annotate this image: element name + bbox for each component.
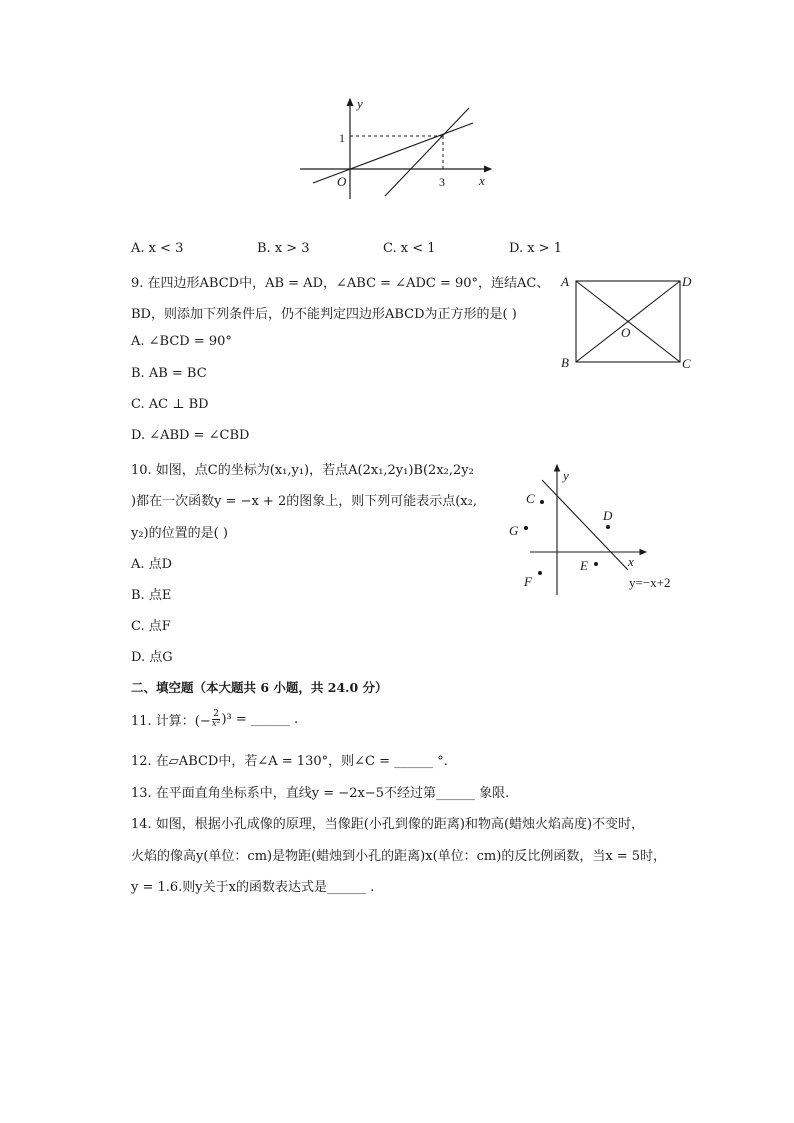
q9-option-d[interactable]: D. ∠ABD = ∠CBD: [131, 428, 250, 443]
q14-stem-line3: y = 1.6.则y关于x的函数表达式是______ .: [131, 880, 375, 895]
q9-stem-line2: BD，则添加下列条件后，仍不能判定四边形ABCD为正方形的是( ): [131, 307, 517, 322]
q11-stem: [131, 710, 298, 729]
q11-numerator: 2: [213, 709, 219, 719]
q10-stem-line3: y₂)的位置的是( ): [131, 526, 228, 541]
q11-denominator: x²: [211, 719, 221, 729]
q9-option-c[interactable]: C. AC ⊥ BD: [131, 397, 209, 412]
point-e-label: E: [580, 558, 588, 573]
q10-option-c[interactable]: C. 点F: [131, 619, 171, 634]
section-fill-in-heading: 二、填空题（本大题共 6 小题，共 24.0 分）: [131, 680, 388, 695]
q10-option-b[interactable]: B. 点E: [131, 588, 172, 603]
point-c-label: C: [526, 491, 535, 506]
y-axis-label: y: [563, 468, 569, 483]
q8-option-b[interactable]: B. x > 3: [257, 241, 310, 256]
vertex-c-label: C: [682, 356, 691, 371]
vertex-a-label: A: [561, 274, 569, 289]
tick-label-1: 1: [339, 131, 345, 145]
q14-stem-line2: 火焰的像高y(单位：cm)是物距(蜡烛到小孔的距离)x(单位：cm)的反比例函数，当x = 5时，: [131, 849, 667, 864]
point-f: [538, 571, 542, 575]
q13-stem: 13. 在平面直角坐标系中，直线y = −2x−5不经过第______ 象限.: [131, 786, 510, 801]
center-o-label: O: [621, 325, 631, 340]
q11-prefix: 11. 计算：(−: [131, 714, 211, 729]
point-d-label: D: [603, 508, 613, 523]
q9-stem-line1: 9. 在四边形ABCD中，AB = AD，∠ABC = ∠ADC = 90°，连结AC、: [131, 276, 550, 291]
point-e: [594, 562, 598, 566]
q10-coordinate-figure: [500, 460, 700, 600]
q10-option-d[interactable]: D. 点G: [131, 650, 173, 665]
x-axis-label: x: [479, 173, 485, 188]
q10-stem-line2: )都在一次函数y = −x + 2的图象上，则下列可能表示点(x₂,: [131, 494, 477, 509]
point-d: [606, 525, 610, 529]
q11-suffix: )³ = ______ .: [221, 712, 299, 727]
q8-option-d[interactable]: D. x > 1: [509, 241, 562, 256]
point-c: [540, 500, 544, 504]
point-f-label: F: [524, 574, 532, 589]
q8-option-a[interactable]: A. x < 3: [131, 241, 184, 256]
point-g-label: G: [509, 523, 519, 538]
x-axis-label: x: [628, 554, 634, 569]
vertex-d-label: D: [682, 274, 692, 289]
q12-stem: 12. 在▱ABCD中，若∠A = 130°，则∠C = ______ °.: [131, 754, 448, 769]
q8-graph: [295, 95, 500, 205]
vertex-b-label: B: [561, 355, 569, 370]
steep-line: [385, 108, 469, 196]
q9-rectangle-figure: [555, 270, 700, 375]
function-line: [542, 480, 628, 570]
tick-label-3: 3: [439, 175, 445, 189]
q11-fraction: [212, 710, 221, 729]
q9-option-a[interactable]: A. ∠BCD = 90°: [131, 334, 232, 349]
function-line-label: y=−x+2: [629, 575, 671, 590]
q9-option-b[interactable]: B. AB = BC: [131, 366, 207, 381]
point-g: [524, 526, 528, 530]
q8-option-c[interactable]: C. x < 1: [383, 241, 436, 256]
origin-label: O: [337, 174, 347, 189]
y-axis-label: y: [357, 96, 363, 111]
q14-stem-line1: 14. 如图，根据小孔成像的原理，当像距(小孔到像的距离)和物高(蜡烛火焰高度)不变时，: [131, 817, 645, 832]
q10-option-a[interactable]: A. 点D: [131, 557, 173, 572]
q10-stem-line1: 10. 如图，点C的坐标为(x₁,y₁)，若点A(2x₁,2y₁)B(2x₂,2y₂: [131, 463, 474, 478]
